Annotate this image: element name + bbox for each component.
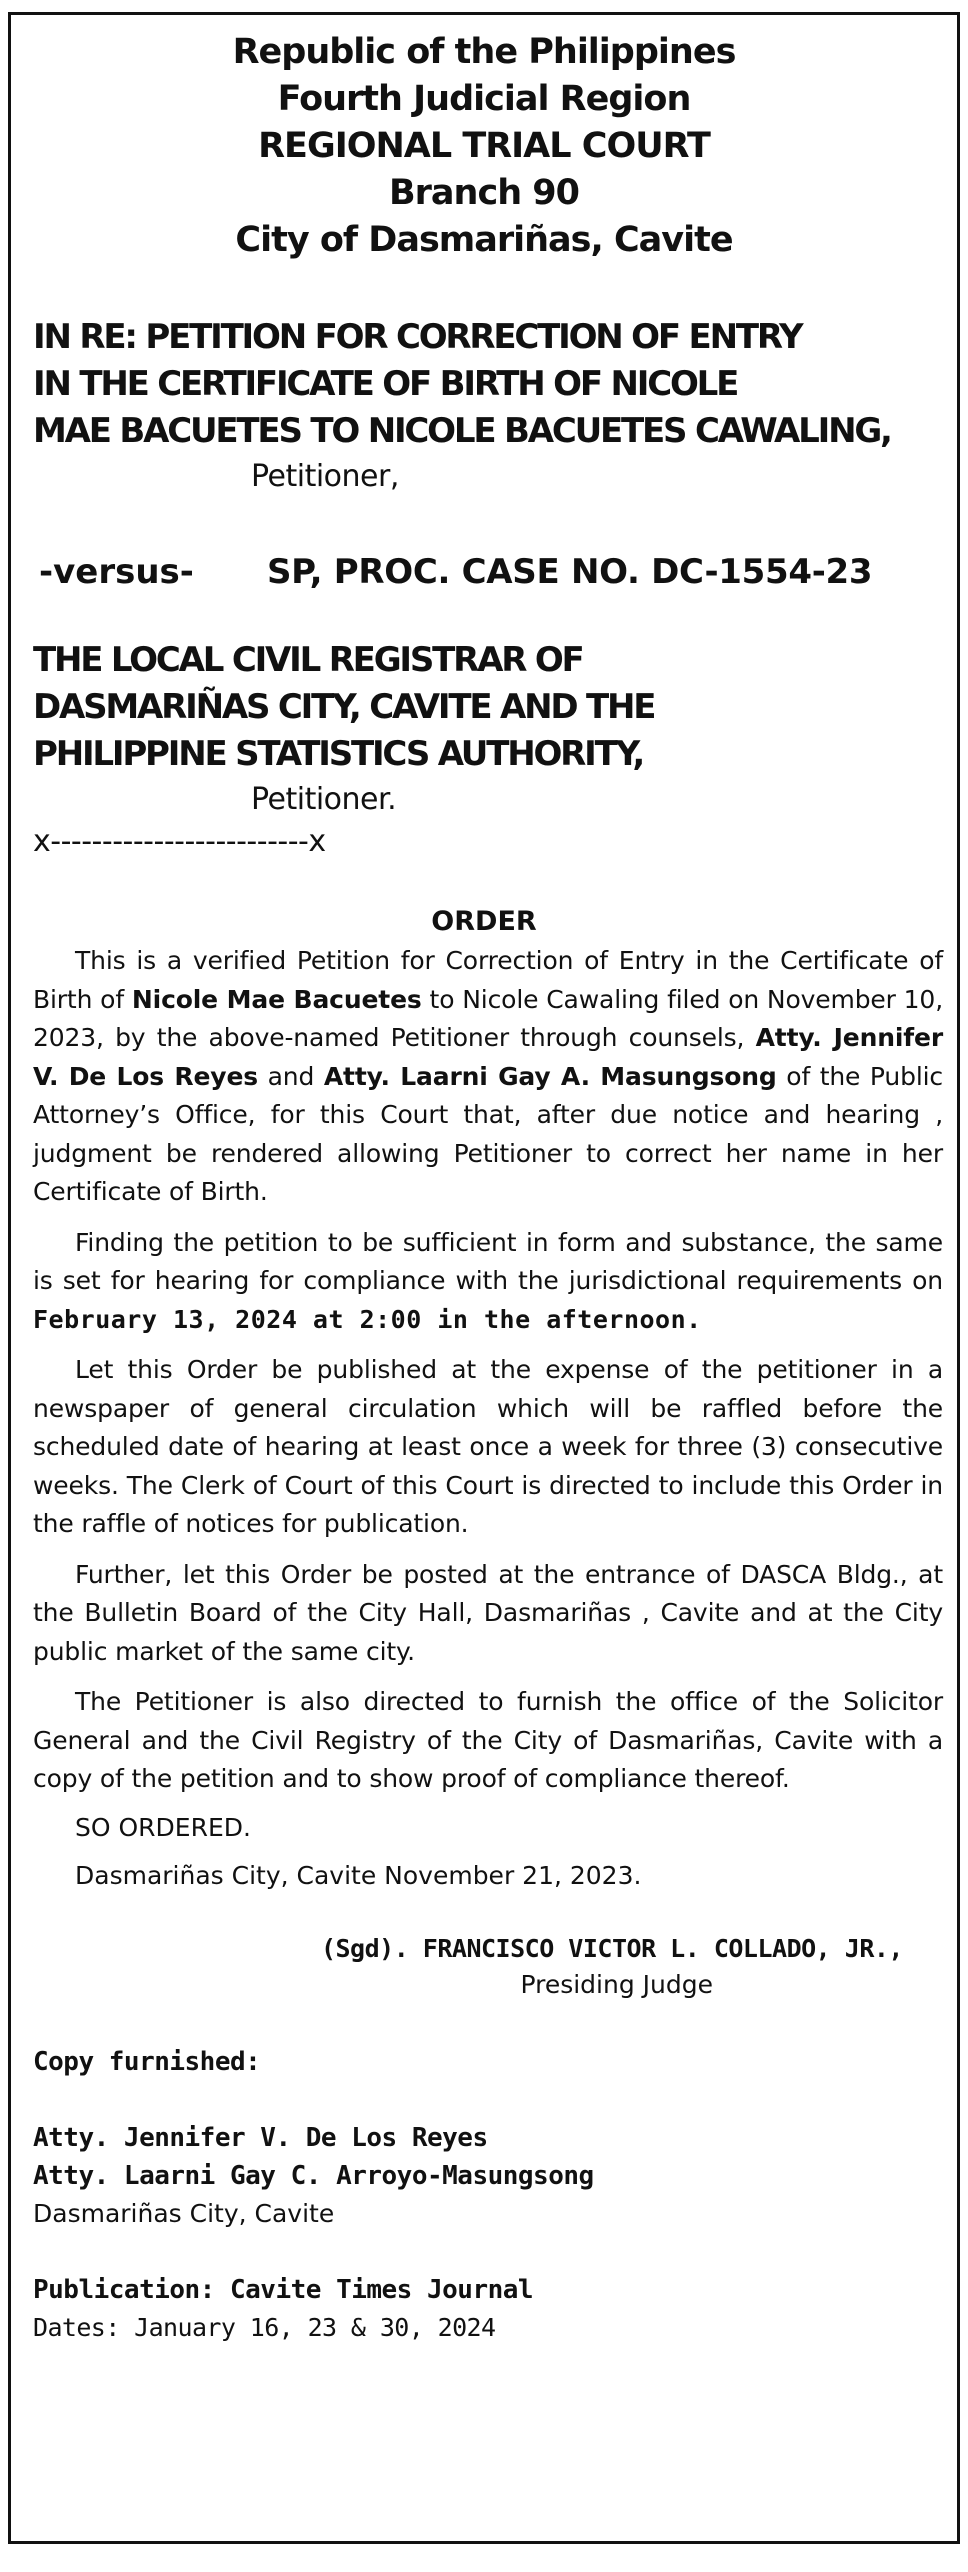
header-court: REGIONAL TRIAL COURT (258, 126, 710, 166)
respondent-block (11, 637, 957, 778)
case-title-line: IN RE: PETITION FOR CORRECTION OF ENTRY (33, 317, 802, 357)
case-number: SP, PROC. CASE NO. DC-1554-23 (267, 552, 873, 592)
legal-notice-page (8, 12, 960, 2544)
order-paragraph-2 (33, 1224, 943, 1340)
respondent-line: PHILIPPINE STATISTICS AUTHORITY, (33, 734, 644, 774)
text-run: This is a verified Petition for Correction of Entry in the Certificate of Birth of (33, 946, 943, 1014)
copy-furnished-block (11, 2043, 957, 2347)
text-run: Finding the petition to be sufficient in form and substance, the same is set for hearing for compliance with the jurisdictional requirements on (33, 1227, 943, 1295)
so-ordered: SO ORDERED. (75, 1812, 251, 1842)
order-paragraph-5: The Petitioner is also directed to furnish the office of the Solicitor General and the Civil Registry of the City of Dasmariñas, Cavite with a copy of the petition and to show proof of compliance thereof. (33, 1687, 943, 1793)
court-header (11, 15, 957, 264)
judge-name: (Sgd). FRANCISCO VICTOR L. COLLADO, JR., (320, 1933, 903, 1963)
caption-divider: x-------------------------x (33, 824, 326, 859)
recipient-address: Dasmariñas City, Cavite (33, 2198, 335, 2228)
petitioner-name: Nicole Mae Bacuetes (131, 984, 422, 1014)
text-run: and (258, 1061, 324, 1091)
publication-heading: Publication: Cavite Times Journal (33, 2274, 534, 2305)
case-title-line: IN THE CERTIFICATE OF BIRTH OF NICOLE (33, 364, 738, 404)
respondent-line: THE LOCAL CIVIL REGISTRAR OF (33, 640, 583, 680)
text-run: to Nicole Cawaling filed on November 10, 2023, by the above-named Petitioner through counsels, (33, 984, 943, 1052)
copy-furnished-heading: Copy furnished: (33, 2046, 261, 2077)
header-city: City of Dasmariñas, Cavite (235, 220, 733, 260)
order-title: ORDER (431, 906, 537, 937)
header-branch: Branch 90 (388, 173, 580, 213)
case-title-line: MAE BACUETES TO NICOLE BACUETES CAWALING, (33, 411, 891, 451)
hearing-date: February 13, 2024 at 2:00 in the afternoon. (33, 1304, 702, 1334)
publication-dates: Dates: January 16, 23 & 30, 2024 (33, 2312, 496, 2342)
header-republic: Republic of the Philippines (232, 32, 736, 72)
versus-label: -versus- (39, 552, 194, 592)
header-region: Fourth Judicial Region (277, 79, 691, 119)
signature-block (11, 1931, 957, 2003)
case-title (11, 314, 957, 455)
recipient-name: Atty. Jennifer V. De Los Reyes (33, 2122, 488, 2153)
text-run: of the Public Attorney’s Office, for this Court that, after due notice and hearing , judgment be rendered allowing Petitioner to correct her name in her Certificate of Birth. (33, 1061, 944, 1206)
order-paragraph-4: Further, let this Order be posted at the entrance of DASCA Bldg., at the Bulletin Board of the City Hall, Dasmariñas , Cavite and at the City public market of the same city. (33, 1559, 943, 1666)
respondent-line: DASMARIÑAS CITY, CAVITE AND THE (33, 687, 655, 727)
order-paragraph-1 (33, 942, 943, 1212)
recipient-name: Atty. Laarni Gay C. Arroyo-Masungsong (33, 2160, 594, 2191)
order-body (11, 942, 957, 1799)
respondent-role: Petitioner. (251, 782, 397, 817)
versus-row (11, 541, 957, 603)
petitioner-role: Petitioner, (251, 459, 399, 494)
judge-title: Presiding Judge (520, 1969, 713, 1999)
order-paragraph-3: Let this Order be published at the expense of the petitioner in a newspaper of general circulation which will be raffled before the scheduled date of hearing at least once a week for three (3) consecutive weeks. The Clerk of Court of this Court is directed to include this Order in the raffle of notices for publication. (33, 1355, 943, 1538)
counsel-name: Atty. Jennifer V. De Los Reyes (33, 1023, 944, 1091)
order-date-place: Dasmariñas City, Cavite November 21, 2023. (75, 1860, 642, 1890)
counsel-name: Atty. Laarni Gay A. Masungsong (323, 1061, 777, 1091)
